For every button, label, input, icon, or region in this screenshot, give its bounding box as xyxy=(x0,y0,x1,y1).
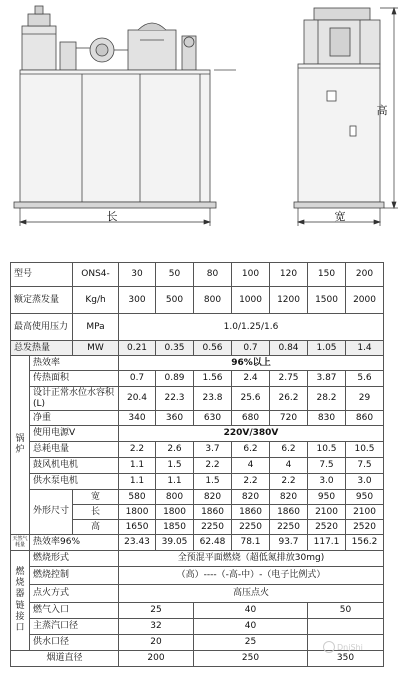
boiler-value: 3.7 xyxy=(194,442,232,458)
power-value: 1.4 xyxy=(346,341,384,356)
boiler-value: 7.5 xyxy=(308,458,346,474)
power-value: 0.7 xyxy=(232,341,270,356)
burner-group-value: 40 xyxy=(194,619,308,635)
dims-value: 2520 xyxy=(346,520,384,535)
steam-value: 2000 xyxy=(346,287,384,314)
front-view xyxy=(14,6,236,208)
burner-row-label: 燃气入口 xyxy=(30,603,119,619)
dims-value: 1800 xyxy=(119,505,156,520)
table-row xyxy=(11,567,384,585)
model-value: 100 xyxy=(232,263,270,287)
boiler-value: 3.87 xyxy=(308,371,346,387)
dims-value: 820 xyxy=(194,490,232,505)
boiler-value: 360 xyxy=(156,411,194,426)
eff-value: 39.05 xyxy=(156,535,194,551)
boiler-value: 860 xyxy=(346,411,384,426)
boiler-value: 2.6 xyxy=(156,442,194,458)
burner-merged-value: 全预混平面燃烧（超低氮排放30mg) xyxy=(119,551,384,567)
boiler-value: 1.56 xyxy=(194,371,232,387)
power-value: 0.84 xyxy=(270,341,308,356)
boiler-value: 23.8 xyxy=(194,387,232,411)
eff-value: 93.7 xyxy=(270,535,308,551)
dims-value: 800 xyxy=(156,490,194,505)
burner-row-label: 燃烧控制 xyxy=(30,567,119,585)
dims-value: 2100 xyxy=(346,505,384,520)
boiler-value: 10.5 xyxy=(346,442,384,458)
boiler-value: 2.2 xyxy=(270,474,308,490)
boiler-value: 26.2 xyxy=(270,387,308,411)
length-label: 长 xyxy=(106,210,118,223)
boiler-row-label: 设计正常水位水容积(L) xyxy=(30,387,119,411)
table-row xyxy=(11,341,384,356)
watermark-text: DnjShi xyxy=(337,642,363,652)
boiler-row-label: 鼓风机电机 xyxy=(30,458,119,474)
dims-value: 2520 xyxy=(308,520,346,535)
dims-value: 1800 xyxy=(156,505,194,520)
boiler-row-label: 传热面积 xyxy=(30,371,119,387)
flue-value: 350 xyxy=(308,651,384,667)
table-row xyxy=(11,411,384,426)
table-row xyxy=(11,619,384,635)
dims-value: 2100 xyxy=(308,505,346,520)
dims-value: 580 xyxy=(119,490,156,505)
boiler-row-label: 总耗电量 xyxy=(30,442,119,458)
dims-value: 1650 xyxy=(119,520,156,535)
burner-group-value xyxy=(308,619,384,635)
unit-power: MW xyxy=(73,341,119,356)
boiler-value: 6.2 xyxy=(270,442,308,458)
boiler-value: 2.75 xyxy=(270,371,308,387)
group-boiler: 锅炉 xyxy=(11,356,30,535)
dims-value: 2250 xyxy=(232,520,270,535)
dims-row-label: 长 xyxy=(73,505,119,520)
boiler-value: 1.5 xyxy=(156,458,194,474)
eff-value: 117.1 xyxy=(308,535,346,551)
dims-value: 2250 xyxy=(194,520,232,535)
boiler-value: 10.5 xyxy=(308,442,346,458)
table-row xyxy=(11,474,384,490)
boiler-value: 2.4 xyxy=(232,371,270,387)
label-pressure: 最高使用压力 xyxy=(11,314,73,341)
boiler-value: 720 xyxy=(270,411,308,426)
burner-group-value: 20 xyxy=(119,635,194,651)
table-row xyxy=(11,371,384,387)
boiler-value: 4 xyxy=(270,458,308,474)
table-row xyxy=(11,287,384,314)
width-label: 宽 xyxy=(334,210,346,223)
dims-row-label: 高 xyxy=(73,520,119,535)
table-row xyxy=(11,314,384,341)
steam-value: 1200 xyxy=(270,287,308,314)
boiler-value: 2.2 xyxy=(232,474,270,490)
table-row xyxy=(11,551,384,567)
burner-row-label: 点火方式 xyxy=(30,585,119,603)
boiler-row-label: 热效率 xyxy=(30,356,119,371)
boiler-value: 830 xyxy=(308,411,346,426)
unit-pressure: MPa xyxy=(73,314,119,341)
burner-group-value: 25 xyxy=(194,635,308,651)
table-row xyxy=(11,603,384,619)
dims-value: 950 xyxy=(308,490,346,505)
boiler-merged-value: 96%以上 xyxy=(119,356,384,371)
burner-group-value: 32 xyxy=(119,619,194,635)
burner-group-value: 25 xyxy=(119,603,194,619)
dims-row-label: 宽 xyxy=(73,490,119,505)
table-row xyxy=(11,490,384,505)
boiler-value: 0.89 xyxy=(156,371,194,387)
boiler-value: 680 xyxy=(232,411,270,426)
spec-table xyxy=(10,262,384,667)
steam-value: 1500 xyxy=(308,287,346,314)
eff-value: 156.2 xyxy=(346,535,384,551)
table-row xyxy=(11,535,384,551)
group-dims: 外形尺寸 xyxy=(30,490,73,535)
power-value: 0.21 xyxy=(119,341,156,356)
label-power: 总发热量 xyxy=(11,341,73,356)
boiler-value: 1.1 xyxy=(156,474,194,490)
boiler-value: 1.5 xyxy=(194,474,232,490)
boiler-value: 3.0 xyxy=(346,474,384,490)
model-value: 120 xyxy=(270,263,308,287)
side-view xyxy=(294,8,384,208)
power-value: 0.35 xyxy=(156,341,194,356)
model-value: 150 xyxy=(308,263,346,287)
burner-row-label: 燃烧形式 xyxy=(30,551,119,567)
eff-row-label: 热效率96% xyxy=(30,535,119,551)
dims-value: 2250 xyxy=(270,520,308,535)
group-burner: 燃烧器链接口 xyxy=(11,551,30,651)
boiler-value: 1.1 xyxy=(119,458,156,474)
label-steam: 额定蒸发量 xyxy=(11,287,73,314)
boiler-value: 28.2 xyxy=(308,387,346,411)
steam-value: 1000 xyxy=(232,287,270,314)
flue-value: 250 xyxy=(194,651,308,667)
dims-value: 950 xyxy=(346,490,384,505)
boiler-merged-value: 220V/380V xyxy=(119,426,384,442)
eff-value: 23.43 xyxy=(119,535,156,551)
unit-model: ONS4- xyxy=(73,263,119,287)
eff-value: 62.48 xyxy=(194,535,232,551)
burner-merged-value: （高）----（-高-中）-（电子比例式） xyxy=(119,567,384,585)
steam-value: 500 xyxy=(156,287,194,314)
group-gas-consumption: 天然气耗量 xyxy=(11,535,30,551)
dims-value: 1850 xyxy=(156,520,194,535)
power-value: 0.56 xyxy=(194,341,232,356)
burner-row-label: 供水口径 xyxy=(30,635,119,651)
model-value: 200 xyxy=(346,263,384,287)
boiler-value: 6.2 xyxy=(232,442,270,458)
power-value: 1.05 xyxy=(308,341,346,356)
boiler-value: 4 xyxy=(232,458,270,474)
dims-value: 1860 xyxy=(270,505,308,520)
boiler-drawing-svg xyxy=(0,0,407,232)
flue-row-label: 烟道直径 xyxy=(11,651,119,667)
boiler-value: 340 xyxy=(119,411,156,426)
boiler-value: 2.2 xyxy=(119,442,156,458)
burner-merged-value: 高压点火 xyxy=(119,585,384,603)
dims-value: 1860 xyxy=(232,505,270,520)
boiler-value: 22.3 xyxy=(156,387,194,411)
burner-group-value: 40 xyxy=(194,603,308,619)
label-model: 型号 xyxy=(11,263,73,287)
boiler-row-label: 净重 xyxy=(30,411,119,426)
eff-value: 78.1 xyxy=(232,535,270,551)
boiler-row-label: 供水泵电机 xyxy=(30,474,119,490)
boiler-drawing xyxy=(0,0,407,232)
table-row xyxy=(11,263,384,287)
boiler-value: 29 xyxy=(346,387,384,411)
pressure-value: 1.0/1.25/1.6 xyxy=(119,314,384,341)
model-value: 30 xyxy=(119,263,156,287)
boiler-value: 7.5 xyxy=(346,458,384,474)
steam-value: 300 xyxy=(119,287,156,314)
table-row xyxy=(11,387,384,411)
table-row xyxy=(11,585,384,603)
burner-group-value: 50 xyxy=(308,603,384,619)
boiler-value: 5.6 xyxy=(346,371,384,387)
table-row xyxy=(11,442,384,458)
table-row xyxy=(11,356,384,371)
watermark-icon xyxy=(323,641,335,653)
boiler-value: 25.6 xyxy=(232,387,270,411)
table-row xyxy=(11,458,384,474)
steam-value: 800 xyxy=(194,287,232,314)
boiler-value: 1.1 xyxy=(119,474,156,490)
model-value: 50 xyxy=(156,263,194,287)
dims-value: 820 xyxy=(270,490,308,505)
burner-row-label: 主蒸汽口径 xyxy=(30,619,119,635)
boiler-value: 2.2 xyxy=(194,458,232,474)
unit-steam: Kg/h xyxy=(73,287,119,314)
flue-value: 200 xyxy=(119,651,194,667)
table-row xyxy=(11,426,384,442)
dims-value: 820 xyxy=(232,490,270,505)
boiler-value: 3.0 xyxy=(308,474,346,490)
height-label: 高 xyxy=(376,104,388,117)
boiler-row-label: 使用电源V xyxy=(30,426,119,442)
boiler-value: 0.7 xyxy=(119,371,156,387)
watermark-logo xyxy=(323,636,383,658)
model-value: 80 xyxy=(194,263,232,287)
boiler-value: 630 xyxy=(194,411,232,426)
dims-value: 1860 xyxy=(194,505,232,520)
boiler-value: 20.4 xyxy=(119,387,156,411)
